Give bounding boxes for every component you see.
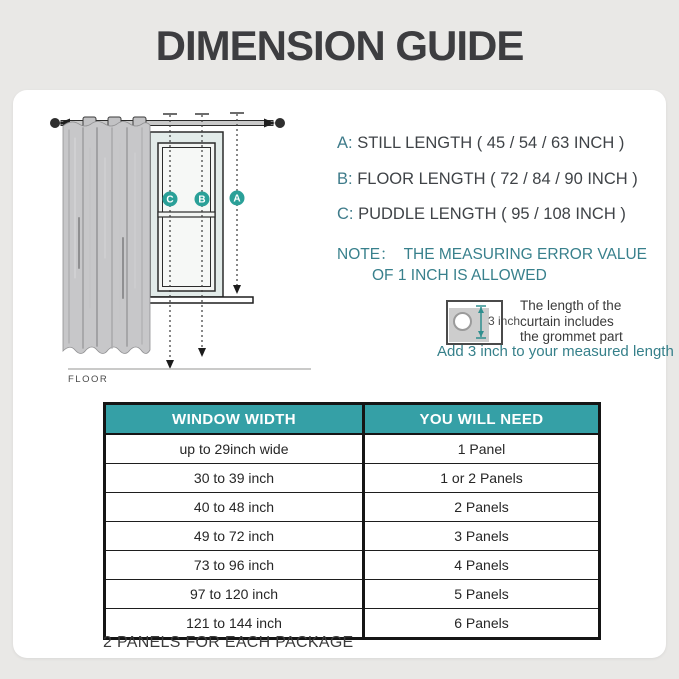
cell-need: 1 or 2 Panels bbox=[364, 464, 600, 493]
cell-need: 3 Panels bbox=[364, 522, 600, 551]
table-row bbox=[105, 580, 600, 609]
length-text-c: PUDDLE LENGTH ( 95 / 108 INCH ) bbox=[358, 205, 626, 223]
length-key-b: B: bbox=[337, 170, 353, 188]
grommet-description bbox=[520, 298, 623, 345]
cell-need: 6 Panels bbox=[364, 609, 600, 639]
curtain-panel-icon bbox=[63, 117, 150, 354]
curtain-measure-diagram bbox=[33, 98, 345, 390]
table-row bbox=[105, 464, 600, 493]
cell-need: 1 Panel bbox=[364, 434, 600, 464]
length-line-b bbox=[337, 170, 638, 189]
grommet-desc-line-2: curtain includes bbox=[520, 313, 614, 329]
grommet-desc-line-1: The length of the bbox=[520, 298, 622, 313]
cell-width: 73 to 96 inch bbox=[105, 551, 364, 580]
cell-width: 40 to 48 inch bbox=[105, 493, 364, 522]
cell-width: 49 to 72 inch bbox=[105, 522, 364, 551]
table-row bbox=[105, 493, 600, 522]
content-card bbox=[13, 90, 674, 658]
badge-b: B bbox=[198, 194, 206, 206]
panel-size-table bbox=[103, 402, 601, 640]
length-text-b: FLOOR LENGTH ( 72 / 84 / 90 INCH ) bbox=[357, 170, 638, 188]
badge-a: A bbox=[233, 193, 241, 205]
package-note: 2 PANELS FOR EACH PACKAGE bbox=[103, 634, 354, 651]
cell-need: 5 Panels bbox=[364, 580, 600, 609]
table-row bbox=[105, 551, 600, 580]
note-line-2: OF 1 INCH IS ALLOWED bbox=[372, 267, 547, 284]
note-line-1 bbox=[337, 242, 647, 264]
length-key-c: C: bbox=[337, 205, 354, 223]
floor-label: FLOOR bbox=[68, 374, 109, 385]
cell-width: 97 to 120 inch bbox=[105, 580, 364, 609]
grommet-diagram bbox=[446, 300, 521, 345]
cell-width: up to 29inch wide bbox=[105, 434, 364, 464]
page-title: DIMENSION GUIDE bbox=[155, 22, 524, 69]
length-key-a: A: bbox=[337, 134, 353, 152]
cell-need: 2 Panels bbox=[364, 493, 600, 522]
table-row bbox=[105, 522, 600, 551]
grommet-add-note: Add 3 inch to your measured length bbox=[437, 343, 674, 360]
window-icon bbox=[145, 132, 253, 303]
grommet-ring-icon bbox=[453, 312, 472, 331]
cell-need: 4 Panels bbox=[364, 551, 600, 580]
grommet-measure-label: 3 inch bbox=[488, 314, 521, 328]
table-header-row bbox=[105, 404, 600, 435]
col-header-window-width: WINDOW WIDTH bbox=[105, 404, 364, 435]
length-line-c bbox=[337, 205, 626, 224]
length-text-a: STILL LENGTH ( 45 / 54 / 63 INCH ) bbox=[357, 134, 625, 152]
note-text-1: THE MEASURING ERROR VALUE bbox=[403, 246, 648, 263]
grommet-measure-arrow-icon bbox=[475, 304, 487, 340]
col-header-you-will-need: YOU WILL NEED bbox=[364, 404, 600, 435]
table-row bbox=[105, 434, 600, 464]
cell-width: 121 to 144 inch bbox=[105, 609, 364, 639]
cell-width: 30 to 39 inch bbox=[105, 464, 364, 493]
note-label: NOTE： bbox=[337, 246, 396, 263]
length-line-a bbox=[337, 134, 624, 153]
badge-c: C bbox=[166, 194, 174, 206]
grommet-desc-line-3: the grommet part bbox=[520, 329, 623, 344]
